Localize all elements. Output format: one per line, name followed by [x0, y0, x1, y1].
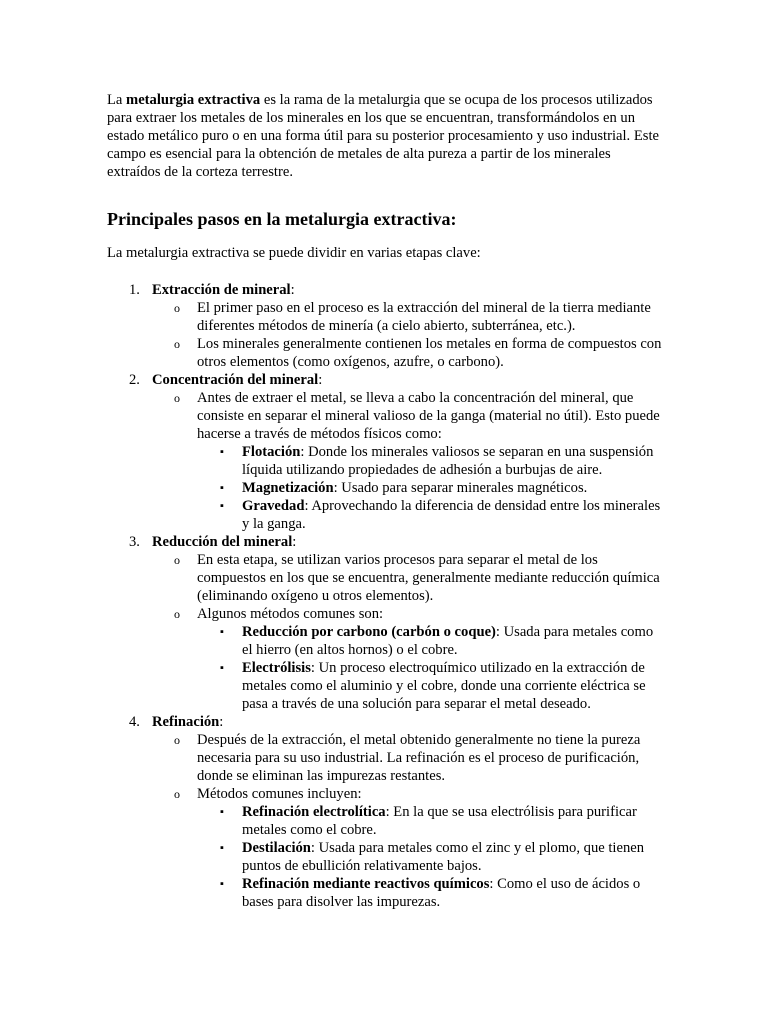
- leaf-list: [197, 623, 667, 713]
- leaf-term: Magnetización: [242, 480, 334, 496]
- leaf-term: Reducción por carbono (carbón o coque): [242, 624, 496, 640]
- sub-marker: o: [174, 553, 180, 567]
- sub-item-text: Algunos métodos comunes son:: [197, 606, 384, 622]
- sub-item: [152, 551, 667, 605]
- leaf-marker: ▪: [220, 806, 224, 818]
- leaf-text: : En la que se usa electrólisis para purificar metales como el cobre.: [242, 804, 637, 838]
- leaf-item: [197, 659, 667, 713]
- leaf-list: [197, 803, 667, 911]
- sub-item: [152, 299, 667, 335]
- sub-item: [152, 731, 667, 785]
- sub-item-text: Después de la extracción, el metal obtenido generalmente no tiene la pureza necesaria para su uso industrial. La refinación es el proceso de purificación, donde se eliminan las impurezas restantes.: [197, 732, 641, 784]
- leaf-term: Electrólisis: [242, 660, 311, 676]
- sub-item: [152, 785, 667, 911]
- step-title: Concentración del mineral: [152, 372, 319, 388]
- leaf-item: [197, 623, 667, 659]
- intro-text: es la rama de la metalurgia que se ocupa de los procesos utilizados para extraer los metales de los minerales en los que se encuentran, transformándolos en un estado metálico puro o en una forma útil para su posterior procesamiento y uso industrial. Este campo es esencial para la obtención de metales de alta pureza a partir de los minerales extraídos de la corteza terrestre.: [107, 92, 659, 180]
- sub-item-text: En esta etapa, se utilizan varios procesos para separar el metal de los compuestos en los que se encuentra, generalmente mediante reducción química (eliminando oxígeno u otros elementos).: [197, 552, 660, 604]
- leaf-term: Refinación electrolítica: [242, 804, 386, 820]
- leaf-marker: ▪: [220, 878, 224, 890]
- step-number: 4.: [129, 714, 140, 730]
- leaf-marker: ▪: [220, 446, 224, 458]
- leaf-text: : Aprovechando la diferencia de densidad entre los minerales y la ganga.: [242, 498, 661, 532]
- sub-item: [152, 335, 667, 371]
- leaf-text: : Donde los minerales valiosos se separan en una suspensión líquida utilizando propiedades de adhesión a burbujas de aire.: [242, 444, 654, 478]
- sub-marker: o: [174, 787, 180, 801]
- sub-item-text: Antes de extraer el metal, se lleva a cabo la concentración del mineral, que consiste en separar el mineral valioso de la ganga (material no útil). Esto puede hacerse a través de métodos físicos como:: [197, 390, 660, 442]
- leaf-text: : Usada para metales como el zinc y el plomo, que tienen puntos de ebullición relativamente bajos.: [242, 840, 645, 874]
- leaf-text: : Usado para separar minerales magnéticos.: [333, 480, 588, 496]
- lead-paragraph: La metalurgia extractiva se puede dividir en varias etapas clave:: [107, 245, 481, 261]
- sub-marker: o: [174, 607, 180, 621]
- sub-list: [152, 299, 668, 371]
- leaf-marker: ▪: [220, 662, 224, 674]
- leaf-item: [197, 497, 667, 533]
- intro-paragraph: [107, 91, 662, 181]
- step-number: 1.: [129, 282, 140, 298]
- leaf-term: Destilación: [242, 840, 311, 856]
- leaf-marker: ▪: [220, 500, 224, 512]
- intro-prefix: La: [107, 92, 127, 108]
- step-number: 3.: [129, 534, 140, 550]
- step-item: 1. Extracción de mineral: o El primer paso en el proceso es la extracción del mineral de la tierra mediante diferentes métodos de minería (a cielo abierto, subterránea, etc.). o Los minerales generalmente contienen los metales en forma de compuestos con otros elementos (como oxígenos, azufre, o carbono).: [107, 281, 668, 371]
- sub-list: [152, 551, 668, 713]
- sub-item-text: Métodos comunes incluyen:: [197, 786, 362, 802]
- leaf-text: : Como el uso de ácidos o bases para disolver las impurezas.: [242, 876, 641, 910]
- leaf-item: [197, 443, 667, 479]
- step-item: 4. Refinación: o Después de la extracción, el metal obtenido generalmente no tiene la pureza necesaria para su uso industrial. La refinación es el proceso de purificación, donde se eliminan las impurezas restantes. o Métodos comunes incluyen: ▪ Refinación electrolítica: En la que se usa electrólisis para purificar metales como el cobre. ▪ Destilación: Usada para metales como el zinc y el plomo, que tienen puntos de ebullición relativamente bajos. ▪ Refinación mediante reactivos químicos: Como el uso de ácidos o bases para disolver las impurezas.: [107, 713, 668, 911]
- sub-marker: o: [174, 337, 180, 351]
- leaf-marker: ▪: [220, 626, 224, 638]
- leaf-term: Flotación: [242, 444, 301, 460]
- leaf-item: [197, 875, 667, 911]
- step-title: Reducción del mineral: [152, 534, 293, 550]
- sub-list: [152, 731, 668, 911]
- step-item: 2. Concentración del mineral: o Antes de extraer el metal, se lleva a cabo la concentración del mineral, que consiste en separar el mineral valioso de la ganga (material no útil). Esto puede hacerse a través de métodos físicos como: ▪ Flotación: Donde los minerales valiosos se separan en una suspensión líquida utilizando propiedades de adhesión a burbujas de aire. ▪ Magnetización: Usado para separar minerales magnéticos. ▪ Gravedad: Aprovechando la diferencia de densidad entre los minerales y la ganga.: [107, 371, 668, 533]
- leaf-marker: ▪: [220, 842, 224, 854]
- sub-item-text: El primer paso en el proceso es la extracción del mineral de la tierra mediante diferentes métodos de minería (a cielo abierto, subterránea, etc.).: [197, 300, 651, 334]
- leaf-text: : Usada para metales como el hierro (en altos hornos) o el cobre.: [242, 624, 654, 658]
- leaf-text: : Un proceso electroquímico utilizado en la extracción de metales como el aluminio y el cobre, donde una corriente eléctrica se pasa a través de una solución para separar el metal deseado.: [242, 660, 646, 712]
- intro-term: metalurgia extractiva: [126, 92, 261, 108]
- leaf-marker: ▪: [220, 482, 224, 494]
- sub-list: [152, 389, 668, 533]
- leaf-term: Refinación mediante reactivos químicos: [242, 876, 490, 892]
- sub-marker: o: [174, 301, 180, 315]
- sub-marker: o: [174, 733, 180, 747]
- leaf-term: Gravedad: [242, 498, 305, 514]
- section-heading: Principales pasos en la metalurgia extractiva:: [107, 209, 457, 229]
- leaf-list: [197, 443, 667, 533]
- step-number: 2.: [129, 372, 140, 388]
- step-title: Extracción de mineral: [152, 282, 291, 298]
- leaf-item: [197, 479, 667, 497]
- sub-marker: o: [174, 391, 180, 405]
- step-item: 3. Reducción del mineral: o En esta etapa, se utilizan varios procesos para separar el metal de los compuestos en los que se encuentra, generalmente mediante reducción química (eliminando oxígeno u otros elementos). o Algunos métodos comunes son: ▪ Reducción por carbono (carbón o coque): Usada para metales como el hierro (en altos hornos) o el cobre. ▪ Electrólisis: Un proceso electroquímico utilizado en la extracción de metales como el aluminio y el cobre, donde una corriente eléctrica se pasa a través de una solución para separar el metal deseado.: [107, 533, 668, 713]
- sub-item-text: Los minerales generalmente contienen los metales en forma de compuestos con otros elementos (como oxígenos, azufre, o carbono).: [197, 336, 662, 370]
- step-title: Refinación: [152, 714, 220, 730]
- sub-item: [152, 605, 667, 713]
- sub-item: [152, 389, 667, 533]
- leaf-item: [197, 839, 667, 875]
- steps-list: [107, 281, 668, 911]
- leaf-item: [197, 803, 667, 839]
